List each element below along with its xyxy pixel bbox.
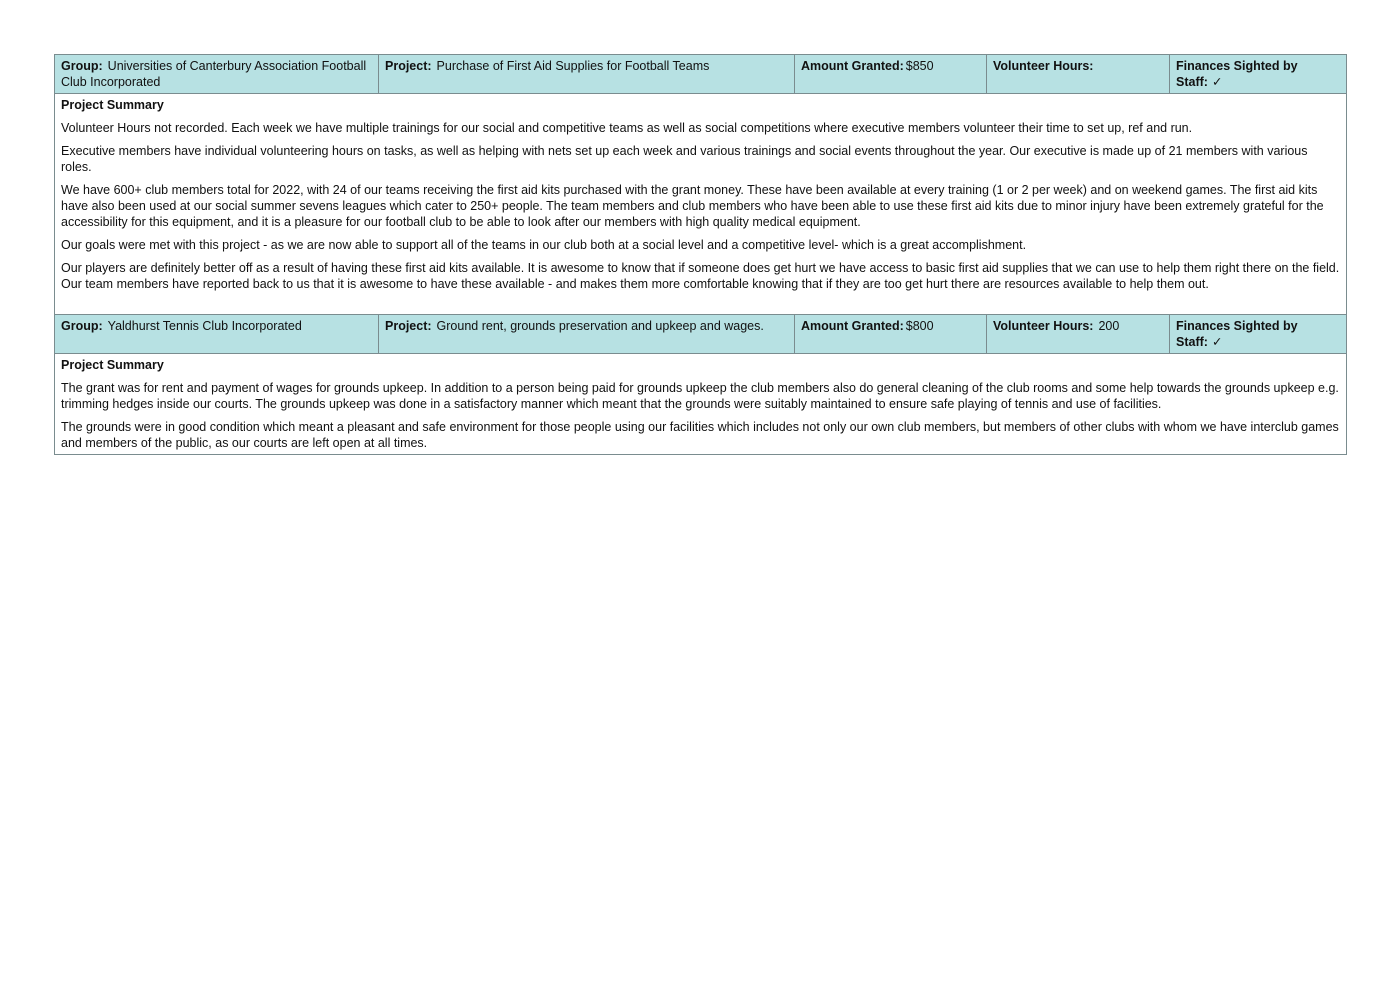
check-icon: ✓: [1211, 335, 1223, 349]
amount-value: $800: [905, 319, 934, 333]
summary-paragraph: Our players are definitely better off as a result of having these first aid kits available. It is awesome to know that if someone does get hurt we have access to basic first aid supplies that we can use to help them right there on the field. Our team members have reported back to us that it is awesome to have these available - and makes them more comfortable knowing that if they are too get hurt there are resources available to help them out.: [61, 261, 1340, 291]
project-label: Project:: [385, 59, 432, 73]
group-label: Group:: [61, 319, 103, 333]
summary-title: Project Summary: [61, 358, 164, 372]
volunteer-value: 200: [1098, 319, 1120, 333]
summary-paragraph: Volunteer Hours not recorded. Each week we have multiple trainings for our social and competitive teams as well as social competitions where executive members volunteer their time to set up, ref and run.: [61, 121, 1193, 135]
volunteer-cell: [987, 55, 1170, 94]
check-icon: ✓: [1211, 75, 1223, 89]
grant-report: [54, 54, 1346, 455]
summary-title: Project Summary: [61, 98, 164, 112]
entry-summary-row: [55, 354, 1347, 455]
group-value: Yaldhurst Tennis Club Incorporated: [107, 319, 302, 333]
amount-cell: [795, 55, 987, 94]
project-value: Ground rent, grounds preservation and upkeep and wages.: [436, 319, 764, 333]
group-cell: [55, 315, 379, 354]
entry-summary-row: [55, 94, 1347, 315]
summary-paragraph: The grounds were in good condition which meant a pleasant and safe environment for those people using our facilities which includes not only our own club members, but members of other clubs with whom we have interclub games and members of the public, as our courts are left open at all times.: [61, 420, 1339, 450]
volunteer-cell: [987, 315, 1170, 354]
project-label: Project:: [385, 319, 432, 333]
finances-cell: [1170, 315, 1347, 354]
amount-label: Amount Granted:: [801, 59, 904, 73]
project-cell: [379, 315, 795, 354]
summary-cell: [55, 94, 1347, 315]
summary-paragraph: Executive members have individual volunteering hours on tasks, as well as helping with nets set up each week and various trainings and social events throughout the year. Our executive is made up of 21 members with various roles.: [61, 144, 1308, 174]
amount-label: Amount Granted:: [801, 319, 904, 333]
group-cell: [55, 55, 379, 94]
finances-label: Finances Sighted by Staff:: [1176, 319, 1298, 349]
finances-cell: [1170, 55, 1347, 94]
summary-paragraph: The grant was for rent and payment of wages for grounds upkeep. In addition to a person being paid for grounds upkeep the club members also do general cleaning of the club rooms and some help towards the grounds upkeep e.g. trimming hedges inside our courts. The grounds upkeep was done in a satisfactory manner which meant that the grounds were suitably maintained to ensure safe playing of tennis and use of facilities.: [61, 381, 1339, 411]
amount-value: $850: [905, 59, 934, 73]
entry-header-row: [55, 55, 1347, 94]
volunteer-label: Volunteer Hours:: [993, 319, 1094, 333]
finances-label: Finances Sighted by Staff:: [1176, 59, 1298, 89]
summary-cell: [55, 354, 1347, 455]
summary-paragraph: Our goals were met with this project - as we are now able to support all of the teams in our club both at a social level and a competitive level- which is a great accomplishment.: [61, 238, 1027, 252]
group-value: Universities of Canterbury Association Football Club Incorporated: [61, 59, 367, 89]
project-cell: [379, 55, 795, 94]
volunteer-label: Volunteer Hours:: [993, 59, 1094, 73]
summary-paragraph: We have 600+ club members total for 2022, with 24 of our teams receiving the first aid kits purchased with the grant money. These have been available at every training (1 or 2 per week) and on weekend games. The first aid kits have also been used at our social summer sevens leagues which cater to 250+ people. The team members and club members who have been able to use these first aid kits due to minor injury have been extremely grateful for the accessibility for this equipment, and it is a pleasure for our football club to be able to look after our members with high quality medical equipment.: [61, 183, 1324, 229]
grant-table: [54, 54, 1347, 455]
group-label: Group:: [61, 59, 103, 73]
project-value: Purchase of First Aid Supplies for Football Teams: [436, 59, 710, 73]
amount-cell: [795, 315, 987, 354]
entry-header-row: [55, 315, 1347, 354]
